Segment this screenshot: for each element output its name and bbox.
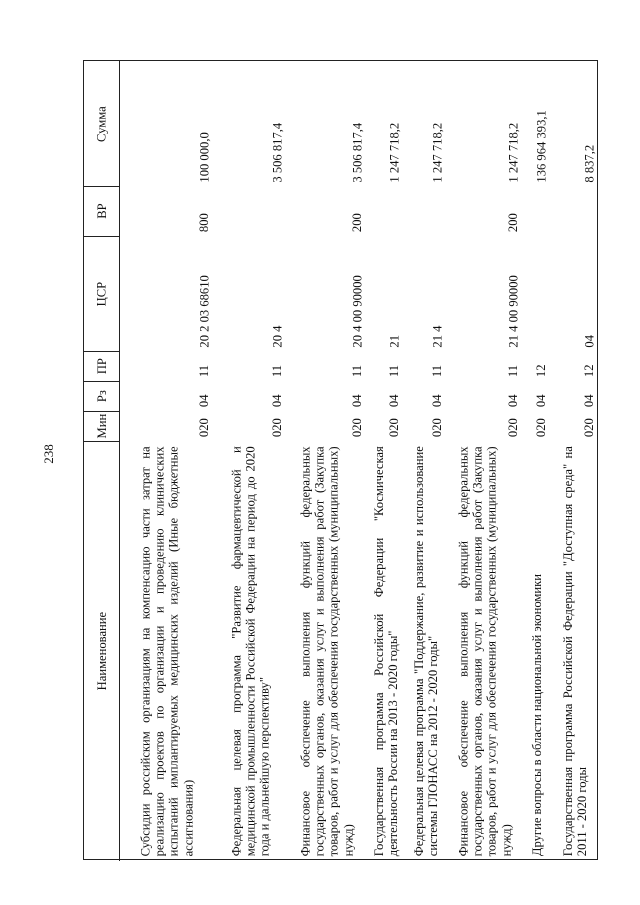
page-number: 238 [41, 444, 56, 464]
row-3-csr [386, 236, 402, 351]
row-6-csr [533, 236, 549, 351]
header-vr-text: ВР [94, 203, 109, 219]
header-column-divider [84, 411, 119, 412]
row-3-name-text: Государственная программа Российской Федерации "Космическая деятельность России на 2013 - 2020 годы" [371, 446, 400, 857]
row-3-rz [386, 381, 402, 411]
row-3-vr [386, 186, 402, 236]
header-sum-text: Сумма [94, 105, 109, 142]
row-6-rz [533, 381, 549, 411]
row-0-csr [196, 236, 212, 351]
row-5-rz [505, 381, 521, 411]
row-1-min [269, 411, 285, 441]
row-5-name [447, 441, 523, 861]
row-7-pr-text: 12 [581, 364, 596, 378]
row-0-name-text: Субсидии российским организациям на компенсацию части затрат на реализацию проектов по организации и проведению клинических испытаний имплантируемых медицинских изделий (Иные бюджетные ассигнования) [138, 445, 195, 856]
row-0-sum-text: 100 000,0 [196, 131, 211, 183]
header-column-divider [84, 186, 119, 187]
row-2-vr-text: 200 [349, 213, 364, 233]
row-1-rz [269, 381, 285, 411]
header-pr-text: ПР [94, 358, 109, 375]
row-6-min-text: 020 [533, 418, 548, 438]
row-2-min [349, 411, 365, 441]
row-4-rz [429, 381, 445, 411]
row-2-min-text: 020 [349, 418, 364, 438]
row-7-vr [581, 186, 597, 236]
row-1-min-text: 020 [269, 418, 284, 438]
row-6-pr [533, 351, 549, 381]
row-0-min [196, 411, 212, 441]
budget-table [83, 60, 598, 860]
header-name [84, 441, 119, 861]
row-4-min-text: 020 [429, 418, 444, 438]
row-3-sum [386, 61, 402, 186]
row-1-csr [269, 236, 285, 351]
row-3-csr-text: 21 [386, 334, 401, 348]
row-6-pr-text: 12 [533, 364, 548, 378]
row-5-vr-text: 200 [505, 213, 520, 233]
row-4-min [429, 411, 445, 441]
row-7-min-text: 020 [581, 418, 596, 438]
row-5-csr [505, 236, 521, 351]
row-7-name-text: Государственная программа Российской Федерации "Доступная среда" на 2011 - 2020 годы [560, 446, 589, 857]
row-1-name [214, 441, 287, 861]
row-6-rz-text: 04 [533, 394, 548, 408]
header-csr [84, 236, 119, 351]
row-3-min-text: 020 [386, 418, 401, 438]
row-0-min-text: 020 [196, 418, 211, 438]
header-pr [84, 351, 119, 381]
row-1-name-text: Федеральная целевая программа "Развитие фармацевтической и медицинской промышленности Российской Федерации на период до 2020 года и дальнейшую перспективу" [229, 445, 272, 856]
row-3-sum-text: 1 247 718,2 [386, 122, 401, 183]
row-4-name-text: Федеральная целевая программа "Поддержание, развитие и использование системы ГЛОНАСС на 2012 - 2020 годы" [411, 446, 440, 857]
row-1-pr-text: 11 [269, 364, 284, 378]
header-column-divider [84, 236, 119, 237]
row-5-rz-text: 04 [505, 394, 520, 408]
row-2-pr [349, 351, 365, 381]
row-3-min [386, 411, 402, 441]
row-0-vr-text: 800 [196, 213, 211, 233]
row-0-pr [196, 351, 212, 381]
row-5-name-text: Финансовое обеспечение выполнения функций федеральных государственных органов, оказания услуг и выполнения работ (Закупка товаров, работ и услуг для обеспечения государственных (муниципальных) нужд) [456, 445, 514, 856]
row-4-rz-text: 04 [429, 394, 444, 408]
row-4-sum-text: 1 247 718,2 [429, 122, 444, 183]
row-7-pr [581, 351, 597, 381]
row-6-min [533, 411, 549, 441]
header-column-divider [84, 381, 119, 382]
row-0-csr-text: 20 2 03 68610 [196, 274, 211, 348]
header-rz-text: Рз [94, 390, 109, 403]
header-name-text: Наименование [94, 611, 109, 691]
row-5-sum [505, 61, 521, 186]
row-6-name [523, 441, 551, 861]
row-5-min-text: 020 [505, 418, 520, 438]
row-7-min [581, 411, 597, 441]
row-7-csr-text: 04 [581, 334, 596, 348]
row-7-sum-text: 8 837,2 [581, 144, 596, 183]
row-2-csr [349, 236, 365, 351]
row-2-csr-text: 20 4 00 90000 [349, 274, 364, 348]
row-1-sum-text: 3 506 817,4 [269, 122, 284, 183]
row-5-pr-text: 11 [505, 364, 520, 378]
row-5-pr [505, 351, 521, 381]
row-4-pr [429, 351, 445, 381]
header-min-text: Мин [94, 413, 109, 439]
row-4-sum [429, 61, 445, 186]
row-1-csr-text: 20 4 [269, 325, 284, 348]
row-4-csr [429, 236, 445, 351]
row-6-vr [533, 186, 549, 236]
row-4-pr-text: 11 [429, 364, 444, 378]
row-3-rz-text: 04 [386, 394, 401, 408]
row-2-name-text: Финансовое обеспечение выполнения функций федеральных государственных органов, оказания услуг и выполнения работ (Закупка товаров, работ и услуг для обеспечения государственных (муниципальных) нужд) [298, 445, 356, 856]
row-3-name [367, 441, 404, 861]
header-csr-text: ЦСР [94, 281, 109, 306]
row-6-name-text: Другие вопросы в области национальной экономики [529, 574, 544, 857]
row-3-pr [386, 351, 402, 381]
row-5-vr [505, 186, 521, 236]
header-min [84, 411, 119, 441]
row-6-sum-text: 136 964 393,1 [533, 109, 548, 183]
row-6-sum [533, 61, 549, 186]
row-7-rz [581, 381, 597, 411]
header-separator [119, 61, 120, 861]
row-4-csr-text: 21 4 [429, 325, 444, 348]
row-1-rz-text: 04 [269, 394, 284, 408]
row-2-sum-text: 3 506 817,4 [349, 122, 364, 183]
header-sum [84, 61, 119, 186]
header-column-divider [84, 441, 119, 442]
row-7-rz-text: 04 [581, 394, 596, 408]
row-0-rz [196, 381, 212, 411]
header-rz [84, 381, 119, 411]
row-4-name [404, 441, 447, 861]
row-5-sum-text: 1 247 718,2 [505, 122, 520, 183]
row-2-rz [349, 381, 365, 411]
row-1-vr [269, 186, 285, 236]
row-0-name [119, 441, 214, 861]
row-2-rz-text: 04 [349, 394, 364, 408]
row-0-pr-text: 11 [196, 364, 211, 378]
row-1-pr [269, 351, 285, 381]
row-0-rz-text: 04 [196, 394, 211, 408]
row-7-name [551, 441, 599, 861]
row-0-vr [196, 186, 212, 236]
row-5-csr-text: 21 4 00 90000 [505, 274, 520, 348]
row-4-vr [429, 186, 445, 236]
row-2-sum [349, 61, 365, 186]
document-page [83, 60, 598, 860]
header-vr [84, 186, 119, 236]
row-3-pr-text: 11 [386, 364, 401, 378]
row-5-min [505, 411, 521, 441]
row-0-sum [196, 61, 212, 186]
header-column-divider [84, 351, 119, 352]
row-2-vr [349, 186, 365, 236]
row-7-csr [581, 236, 597, 351]
row-2-name [287, 441, 367, 861]
row-2-pr-text: 11 [349, 364, 364, 378]
row-1-sum [269, 61, 285, 186]
row-7-sum [581, 61, 597, 186]
